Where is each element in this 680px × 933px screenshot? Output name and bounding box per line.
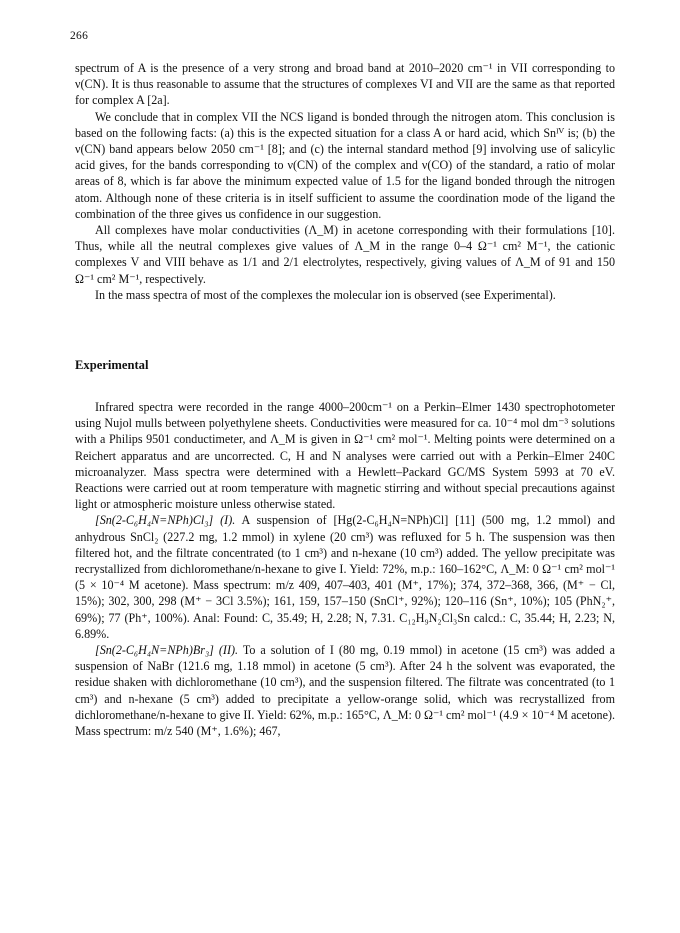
compound-2-title: [Sn(2-C₆H₄N=NPh)Br₃] (II). xyxy=(95,643,239,658)
compound-1-paragraph xyxy=(75,512,615,642)
paragraph-mass-spectra: In the mass spectra of most of the complexes the molecular ion is observed (see Experimental). xyxy=(95,287,556,302)
experimental-block xyxy=(75,399,615,739)
discussion-block xyxy=(75,60,615,303)
experimental-intro: Infrared spectra were recorded in the range 4000–200cm⁻¹ on a Perkin–Elmer 1430 spectrophotometer using Nujol mulls between polyethylene sheets. Conductivities were measured for ca. 10⁻⁴ mol dm⁻³ solutions with a Philips 9501 conductimeter, and Λ_M is given in Ω⁻¹ cm² mol⁻¹. Melting points were determined on a Reichert apparatus and are uncorrected. C, H and N analyses were carried out with a Perkin–Elmer 240C microanalyzer. Mass spectra were determined with a Hewlett–Packard GC/MS System 5993 at 70 eV. Reactions were carried out at room temperature with magnetic stirring and without special precautions against light or atmospheric moisture unless otherwise stated. xyxy=(75,400,615,512)
compound-2-paragraph xyxy=(75,642,615,739)
compound-1-title: [Sn(2-C₆H₄N=NPh)Cl₃] (I). xyxy=(95,513,236,528)
page-number: 266 xyxy=(70,30,89,42)
experimental-heading: Experimental xyxy=(75,358,149,372)
paragraph-conductivity: All complexes have molar conductivities (Λ_M) in acetone corresponding with their formulations [10]. Thus, while all the neutral complexes give values of Λ_M in the range 0–4 Ω⁻¹ cm² M⁻¹, the cationic complexes V and VIII behave as 1/1 and 2/1 electrolytes, respectively, giving values of Λ_M of 91 and 150 Ω⁻¹ cm² M⁻¹, respectively. xyxy=(75,223,615,286)
paragraph-conclusion: We conclude that in complex VII the NCS ligand is bonded through the nitrogen atom. This conclusion is based on the following facts: (a) this is the expected situation for a class A or hard acid, which Snᴵⱽ is; (b) the ν(CN) band appears below 2050 cm⁻¹ [8]; and (c) the internal standard method [9] involving use of salicylic acid gives, for the bands corresponding to ν(CN) of the complex and ν(CO) of the standard, a ratio of molar areas of 8, which is far above the minimum expected value of 1.5 for the ligand bonded through the nitrogen atom. Although none of these criteria is in itself sufficient to assume the coordination mode of the ligand the combination of the three gives us confidence in our suggestion. xyxy=(75,109,615,221)
compound-2-text: To a solution of I (80 mg, 0.19 mmol) in acetone (15 cm³) was added a suspension of NaBr (121.6 mg, 1.18 mmol) in acetone (5 cm³). After 24 h the solvent was evaporated, the residue shaken with dichloromethane (10 cm³), and the suspension filtered. The filtrate was concentrated (to 1 cm³) and n-hexane (5 cm³) added to precipitate a yellow-orange solid, which was recrystallized from dichloromethane/n-hexane to give II. Yield: 62%, m.p.: 165°C, Λ_M: 0 Ω⁻¹ cm² mol⁻¹ (4.9 × 10⁻⁴ M acetone). Mass spectrum: m/z 540 (M⁺, 1.6%); 467, xyxy=(75,643,616,739)
paragraph-spectrum: spectrum of A is the presence of a very strong and broad band at 2010–2020 cm⁻¹ in VII corresponding to ν(CN). It is thus reasonable to assume that the structures of complexes VI and VII are the same as that reported for complex A [2a]. xyxy=(75,61,615,108)
compound-1-text: A suspension of [Hg(2-C₆H₄N=NPh)Cl] [11] (500 mg, 1.2 mmol) and anhydrous SnCl₂ (227.2 mg, 1.2 mmol) in xylene (20 cm³) was refluxed for 5 h. The suspension was then filtered hot, and the filtrate concentrated (to 1 cm³) and n-hexane (10 cm³) added. The yellow precipitate was recrystallized from dichloromethane/n-hexane to give I. Yield: 72%, m.p.: 160–162°C, Λ_M: 0 Ω⁻¹ cm² mol⁻¹ (5 × 10⁻⁴ M acetone). Mass spectrum: m/z 409, 407–403, 401 (M⁺, 17%); 374, 372–368, 366, (M⁺ − Cl, 15%); 302, 300, 298 (M⁺ − 3Cl 3.5%); 161, 159, 157–150 (SnCl⁺, 92%); 120–116 (Sn⁺, 10%); 105 (PhN₂⁺, 69%); 77 (Ph⁺, 100%). Anal: Found: C, 35.49; H, 2.28; N, 7.31. C₁₂H₉N₂Cl₃Sn calcd.: C, 35.44; H, 2.23; N, 6.89%. xyxy=(75,513,615,641)
